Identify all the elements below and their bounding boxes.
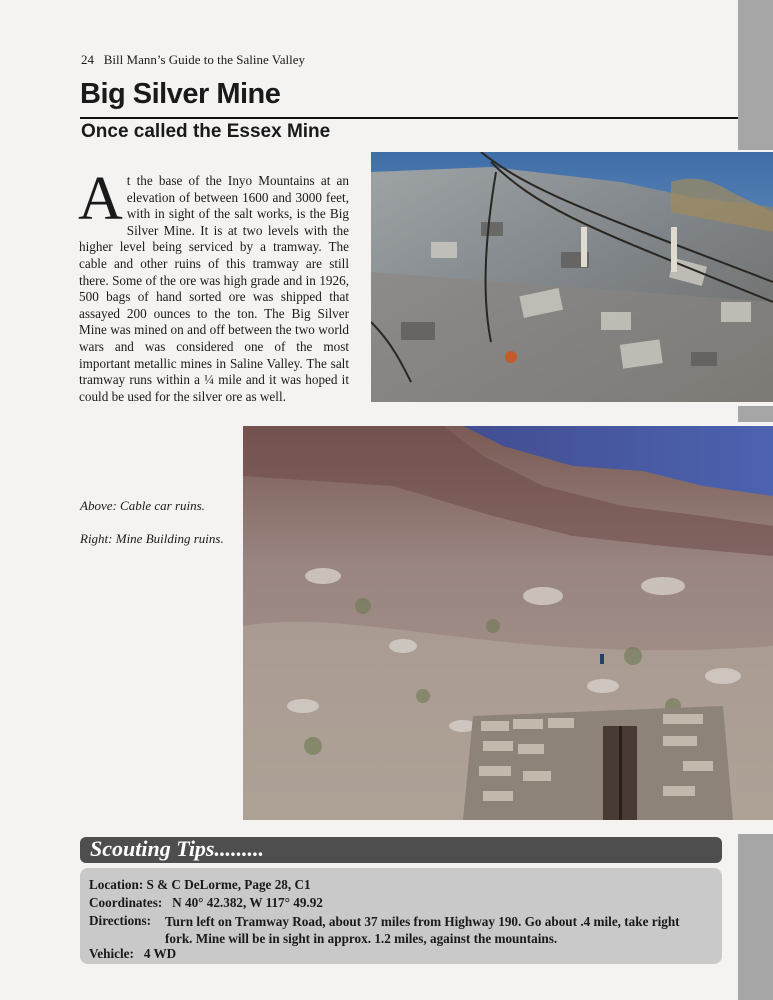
page-title: Big Silver Mine <box>80 78 281 110</box>
location-label: Location: <box>89 877 144 892</box>
page-edge-tab-middle <box>738 406 773 422</box>
coordinates-row <box>89 895 323 911</box>
scouting-tips-header <box>80 837 722 863</box>
page-subtitle: Once called the Essex Mine <box>81 121 331 142</box>
article-body-text: t the base of the Inyo Mountains at an elevation of between 1600 and 3000 feet, with in sight of the salt works, is the Big Silver Mine. It is at two levels with the higher level being serviced by a tramway. The cable and other ruins of this tramway are still there. Some of the ore was high grade and in 1926, 500 bags of hand sorted ore was shipped that assayed 200 ounces to the ton. The Big Silver Mine was mined on and off between the two world wars and was considered one of the most important metallic mines in Saline Valley. The salt tramway runs within a ¼ mile and it was hoped it could be used for the silver ore as well. <box>79 173 349 404</box>
scouting-tips-box <box>80 868 722 964</box>
mine-building-ruins-image <box>243 426 773 820</box>
cable-car-ruins-image <box>371 152 773 402</box>
directions-value: Turn left on Tramway Road, about 37 miles from Highway 190. Go about .4 mile, take right fork. Mine will be in sight in approx. 1.2 miles, against the mountains. <box>165 914 680 946</box>
directions-label: Directions: <box>89 913 152 928</box>
scouting-tips-heading: Scouting Tips......... <box>90 836 264 861</box>
page-edge-tab-top <box>738 0 773 150</box>
page-number: 24 <box>81 52 94 67</box>
title-rule <box>80 117 738 119</box>
coordinates-label: Coordinates: <box>89 895 163 910</box>
running-head-title: Bill Mann’s Guide to the Saline Valley <box>103 52 305 67</box>
drop-cap: A <box>78 165 123 233</box>
coordinates-value: N 40° 42.382, W 117° 49.92 <box>172 895 323 910</box>
article-body <box>78 165 349 405</box>
vehicle-row <box>89 946 176 962</box>
caption-above: Above: Cable car ruins. <box>80 498 205 513</box>
vehicle-value: 4 WD <box>143 946 177 961</box>
running-head <box>81 52 305 68</box>
location-value: S & C DeLorme, Page 28, C1 <box>146 877 311 892</box>
cable-car-ruins-photo <box>371 152 773 402</box>
page-edge-tab-bottom <box>738 834 773 1000</box>
mine-building-ruins-photo <box>243 426 773 820</box>
caption-right: Right: Mine Building ruins. <box>80 531 224 546</box>
vehicle-label: Vehicle: <box>89 946 134 961</box>
location-row <box>89 877 311 893</box>
